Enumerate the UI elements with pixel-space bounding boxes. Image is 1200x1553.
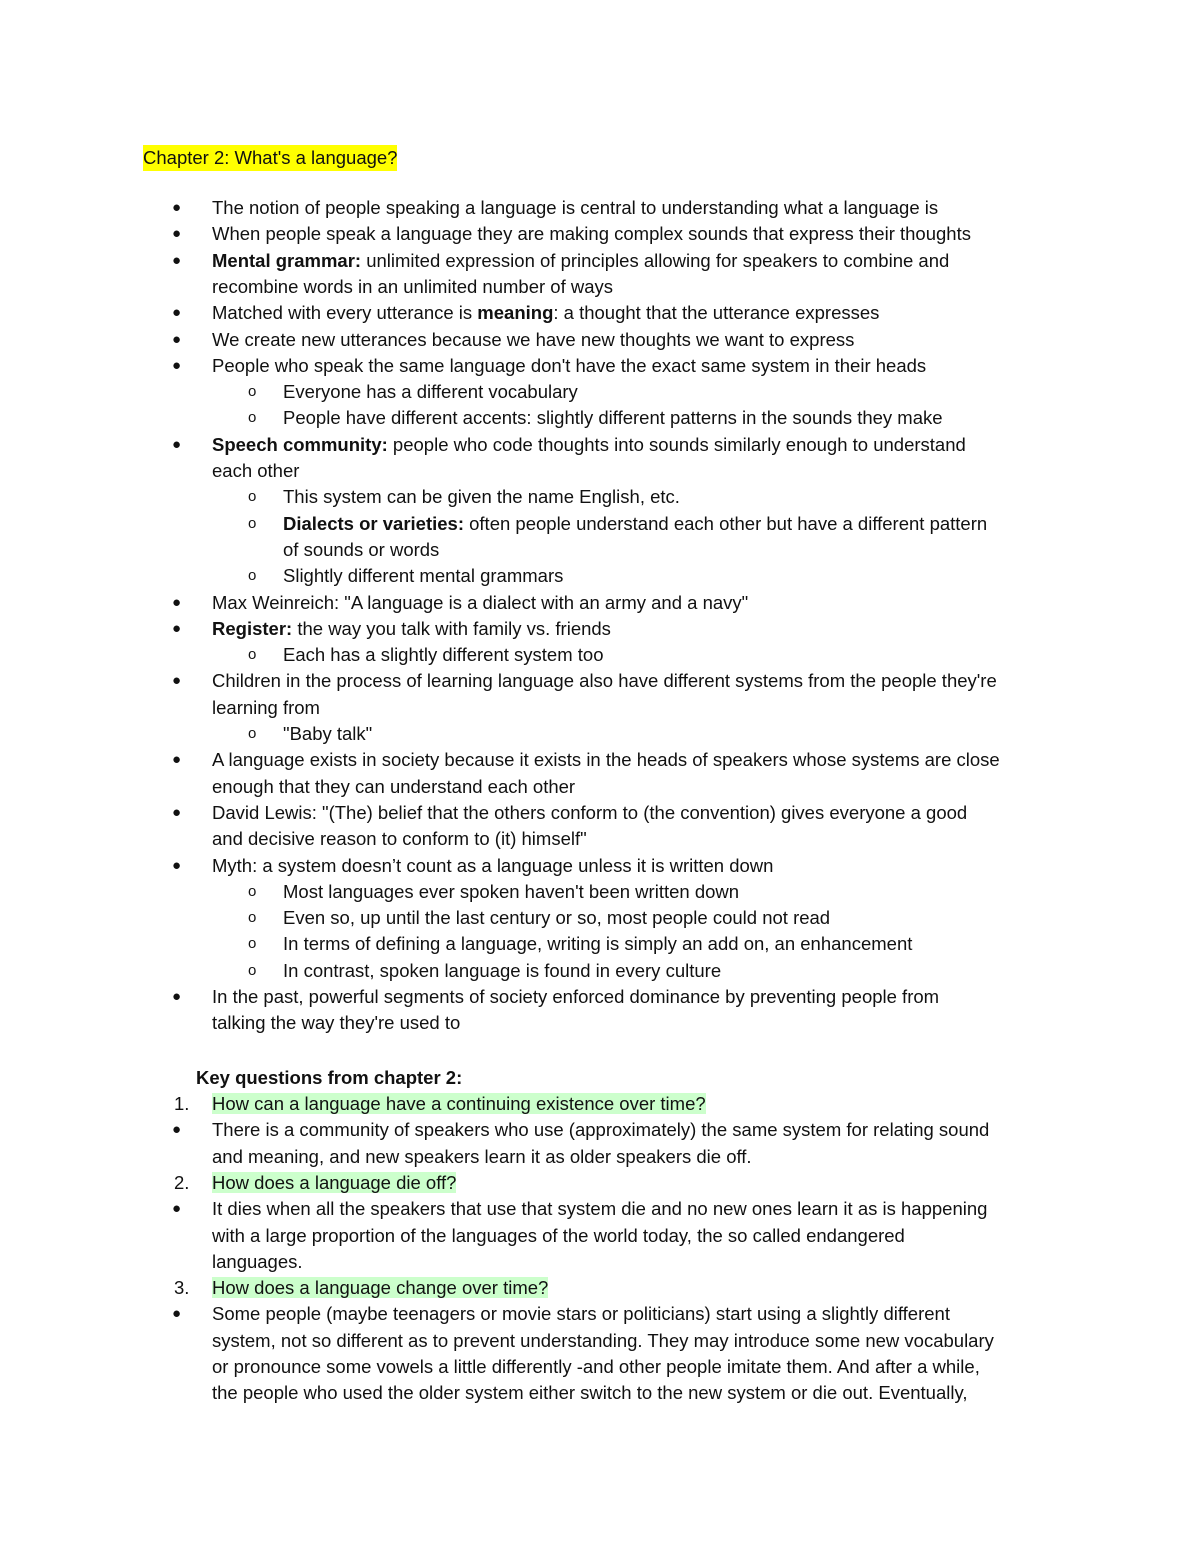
hollow-bullet-icon: o xyxy=(248,567,257,585)
sub-list-item xyxy=(0,879,1200,905)
bullet-icon: ● xyxy=(172,803,182,821)
item-text xyxy=(212,1117,989,1143)
item-text xyxy=(283,379,578,405)
key-questions-heading: Key questions from chapter 2: xyxy=(196,1067,463,1088)
item-text xyxy=(283,721,372,747)
item-body: David Lewis: "(The) belief that the others conform to (the convention) gives everyone a good xyxy=(212,801,968,823)
item-text xyxy=(212,1170,456,1196)
item-body: It dies when all the speakers that use that system die and no new ones learn it as is happening xyxy=(212,1198,988,1220)
list-item xyxy=(0,327,1200,353)
item-text xyxy=(212,248,949,274)
list-item xyxy=(0,353,1200,379)
item-body: A language exists in society because it exists in the heads of speakers whose systems are close xyxy=(212,749,1000,771)
list-item xyxy=(0,1354,1200,1380)
sub-list-item xyxy=(0,537,1200,563)
item-body: languages. xyxy=(212,1250,303,1272)
list-item xyxy=(0,1091,1200,1117)
bullet-icon: ● xyxy=(172,619,182,637)
bullet-icon: ● xyxy=(172,356,182,374)
bullet-icon: ● xyxy=(172,304,182,322)
item-body: Everyone has a different vocabulary xyxy=(283,381,578,403)
list-item xyxy=(0,248,1200,274)
item-text xyxy=(212,1249,303,1275)
item-body: recombine words in an unlimited number of ways xyxy=(212,275,614,297)
list-item xyxy=(0,800,1200,826)
bold-term: Register: xyxy=(212,617,293,639)
bullet-icon: ● xyxy=(172,330,182,348)
item-text xyxy=(283,642,604,668)
list-item xyxy=(0,616,1200,642)
list-item xyxy=(0,1328,1200,1354)
highlighted-question: How can a language have a continuing existence over time? xyxy=(212,1093,706,1114)
item-body: In contrast, spoken language is found in every culture xyxy=(283,959,722,981)
item-body: Even so, up until the last century or so, most people could not read xyxy=(283,907,831,929)
item-body: People who speak the same language don't have the exact same system in their heads xyxy=(212,354,927,376)
item-body: often people understand each other but have a different pattern xyxy=(463,512,988,534)
item-body: When people speak a language they are making complex sounds that express their thoughts xyxy=(212,223,971,245)
item-body: Matched with every utterance is xyxy=(212,302,478,324)
item-text xyxy=(212,800,967,826)
hollow-bullet-icon: o xyxy=(248,961,257,979)
item-text xyxy=(212,1196,987,1222)
bullet-icon: ● xyxy=(172,988,182,1005)
bullet-icon: ● xyxy=(172,1305,182,1323)
item-body: system, not so different as to prevent understanding. They may introduce some new vocabulary xyxy=(212,1329,994,1351)
item-text xyxy=(212,1301,950,1327)
bold-term: Mental grammar: xyxy=(212,249,362,271)
bullet-icon: ● xyxy=(172,1121,182,1139)
item-body: Children in the process of learning language also have different systems from the people they're xyxy=(212,670,997,692)
item-text xyxy=(212,747,1000,773)
list-item xyxy=(0,1249,1200,1275)
item-body: the way you talk with family vs. friends xyxy=(292,617,611,639)
list-item xyxy=(0,1010,1200,1036)
item-text xyxy=(212,1010,460,1036)
item-text xyxy=(212,353,926,379)
item-text xyxy=(212,590,748,616)
list-item xyxy=(0,1301,1200,1327)
item-body: unlimited expression of principles allowing for speakers to combine and xyxy=(361,249,950,271)
item-text xyxy=(212,853,773,879)
list-item xyxy=(0,695,1200,721)
item-body: : a thought that the utterance expresses xyxy=(553,302,880,324)
hollow-bullet-icon: o xyxy=(248,383,257,401)
item-text xyxy=(212,984,939,1010)
bold-term: meaning xyxy=(477,302,554,324)
bullet-icon: ● xyxy=(172,751,182,769)
list-item xyxy=(0,747,1200,773)
list-item xyxy=(0,1117,1200,1143)
list-item xyxy=(0,274,1200,300)
item-body: with a large proportion of the languages of the world today, the so called endangered xyxy=(212,1224,905,1246)
item-body: people who code thoughts into sounds similarly enough to understand xyxy=(387,433,966,455)
list-item xyxy=(0,195,1200,221)
bullet-icon: ● xyxy=(172,225,182,243)
key-questions-heading-line xyxy=(0,1065,1200,1091)
item-text xyxy=(212,616,611,642)
item-text xyxy=(212,826,587,852)
list-item xyxy=(0,1275,1200,1301)
item-text xyxy=(212,458,299,484)
item-body: learning from xyxy=(212,696,320,718)
item-text xyxy=(212,695,320,721)
list-item xyxy=(0,1380,1200,1406)
item-text xyxy=(283,931,912,957)
item-body: Each has a slightly different system too xyxy=(283,644,604,666)
list-number: 1. xyxy=(174,1093,190,1114)
list-number: 2. xyxy=(174,1171,190,1193)
item-text xyxy=(212,1380,967,1406)
bold-term: Dialects or varieties: xyxy=(283,512,464,534)
list-item xyxy=(0,300,1200,326)
item-text xyxy=(212,1144,752,1170)
hollow-bullet-icon: o xyxy=(248,646,257,664)
item-body: the people who used the older system either switch to the new system or die out. Eventually, xyxy=(212,1382,968,1404)
sub-list-item xyxy=(0,958,1200,984)
item-text xyxy=(212,1275,548,1301)
list-item xyxy=(0,221,1200,247)
item-body: There is a community of speakers who use (approximately) the same system for relating sound xyxy=(212,1119,990,1141)
chapter-title: Chapter 2: What's a language? xyxy=(143,145,397,171)
item-body: each other xyxy=(212,460,300,481)
sub-list-item xyxy=(0,563,1200,589)
item-text xyxy=(283,511,987,537)
item-text xyxy=(212,274,613,300)
item-body: We create new utterances because we have new thoughts we want to express xyxy=(212,328,855,350)
sub-list-item xyxy=(0,484,1200,510)
bullet-icon: ● xyxy=(172,435,182,453)
item-text xyxy=(283,537,439,563)
item-text xyxy=(212,300,879,326)
chapter-title-line xyxy=(0,145,1200,171)
list-item xyxy=(0,1170,1200,1196)
list-item xyxy=(0,668,1200,694)
item-text xyxy=(212,327,854,353)
item-body: "Baby talk" xyxy=(283,723,373,744)
item-text xyxy=(283,879,739,905)
bullet-icon: ● xyxy=(172,251,182,269)
item-text xyxy=(212,432,966,458)
item-body: or pronounce some vowels a little differently -and other people imitate them. And after a while, xyxy=(212,1356,980,1377)
item-text xyxy=(212,668,997,694)
item-body: talking the way they're used to xyxy=(212,1012,461,1034)
item-text xyxy=(212,1354,980,1380)
item-text xyxy=(212,1328,994,1354)
item-body: and decisive reason to conform to (it) himself" xyxy=(212,828,587,850)
sub-list-item xyxy=(0,931,1200,957)
bullet-icon: ● xyxy=(172,856,182,874)
item-body: Max Weinreich: "A language is a dialect with an army and a navy" xyxy=(212,591,749,613)
list-item xyxy=(0,774,1200,800)
item-text xyxy=(283,484,680,510)
item-text xyxy=(212,774,575,800)
list-item xyxy=(0,1223,1200,1249)
item-text xyxy=(283,958,721,984)
list-item xyxy=(0,1196,1200,1222)
item-text xyxy=(212,195,938,221)
hollow-bullet-icon: o xyxy=(248,725,257,742)
hollow-bullet-icon: o xyxy=(248,882,257,900)
list-item xyxy=(0,458,1200,484)
bullet-icon: ● xyxy=(172,199,182,216)
item-text xyxy=(212,221,971,247)
item-body: Some people (maybe teenagers or movie stars or politicians) start using a slightly different xyxy=(212,1303,950,1325)
highlighted-question: How does a language die off? xyxy=(212,1171,457,1193)
item-body: This system can be given the name English, etc. xyxy=(283,486,680,508)
item-body: In the past, powerful segments of society enforced dominance by preventing people from xyxy=(212,986,940,1007)
list-item xyxy=(0,590,1200,616)
item-body: and meaning, and new speakers learn it as older speakers die off. xyxy=(212,1145,752,1167)
item-text xyxy=(283,905,830,931)
item-body: enough that they can understand each other xyxy=(212,775,576,797)
highlighted-question: How does a language change over time? xyxy=(212,1277,549,1299)
list-item xyxy=(0,853,1200,879)
item-body: Myth: a system doesn’t count as a language unless it is written down xyxy=(212,854,774,876)
bullet-icon: ● xyxy=(172,1200,182,1218)
hollow-bullet-icon: o xyxy=(248,488,257,506)
list-item xyxy=(0,826,1200,852)
item-body: Slightly different mental grammars xyxy=(283,565,564,587)
item-body: The notion of people speaking a language is central to understanding what a language is xyxy=(212,197,939,218)
hollow-bullet-icon: o xyxy=(248,409,257,427)
sub-list-item xyxy=(0,905,1200,931)
item-text xyxy=(212,1091,706,1117)
item-text xyxy=(283,405,943,431)
list-item xyxy=(0,984,1200,1010)
bullet-icon: ● xyxy=(172,672,182,690)
item-body: Most languages ever spoken haven't been written down xyxy=(283,880,740,902)
hollow-bullet-icon: o xyxy=(248,909,257,927)
hollow-bullet-icon: o xyxy=(248,935,257,953)
bold-term: Speech community: xyxy=(212,433,388,455)
hollow-bullet-icon: o xyxy=(248,514,257,532)
item-body: of sounds or words xyxy=(283,538,440,560)
list-number: 3. xyxy=(174,1277,190,1299)
item-text xyxy=(212,1223,905,1249)
sub-list-item xyxy=(0,405,1200,431)
list-item xyxy=(0,1144,1200,1170)
bullet-icon: ● xyxy=(172,593,182,611)
item-text xyxy=(283,563,563,589)
sub-list-item xyxy=(0,721,1200,747)
item-body: In terms of defining a language, writing is simply an add on, an enhancement xyxy=(283,933,913,955)
sub-list-item xyxy=(0,642,1200,668)
sub-list-item xyxy=(0,511,1200,537)
sub-list-item xyxy=(0,379,1200,405)
list-item xyxy=(0,432,1200,458)
item-body: People have different accents: slightly different patterns in the sounds they make xyxy=(283,407,943,429)
